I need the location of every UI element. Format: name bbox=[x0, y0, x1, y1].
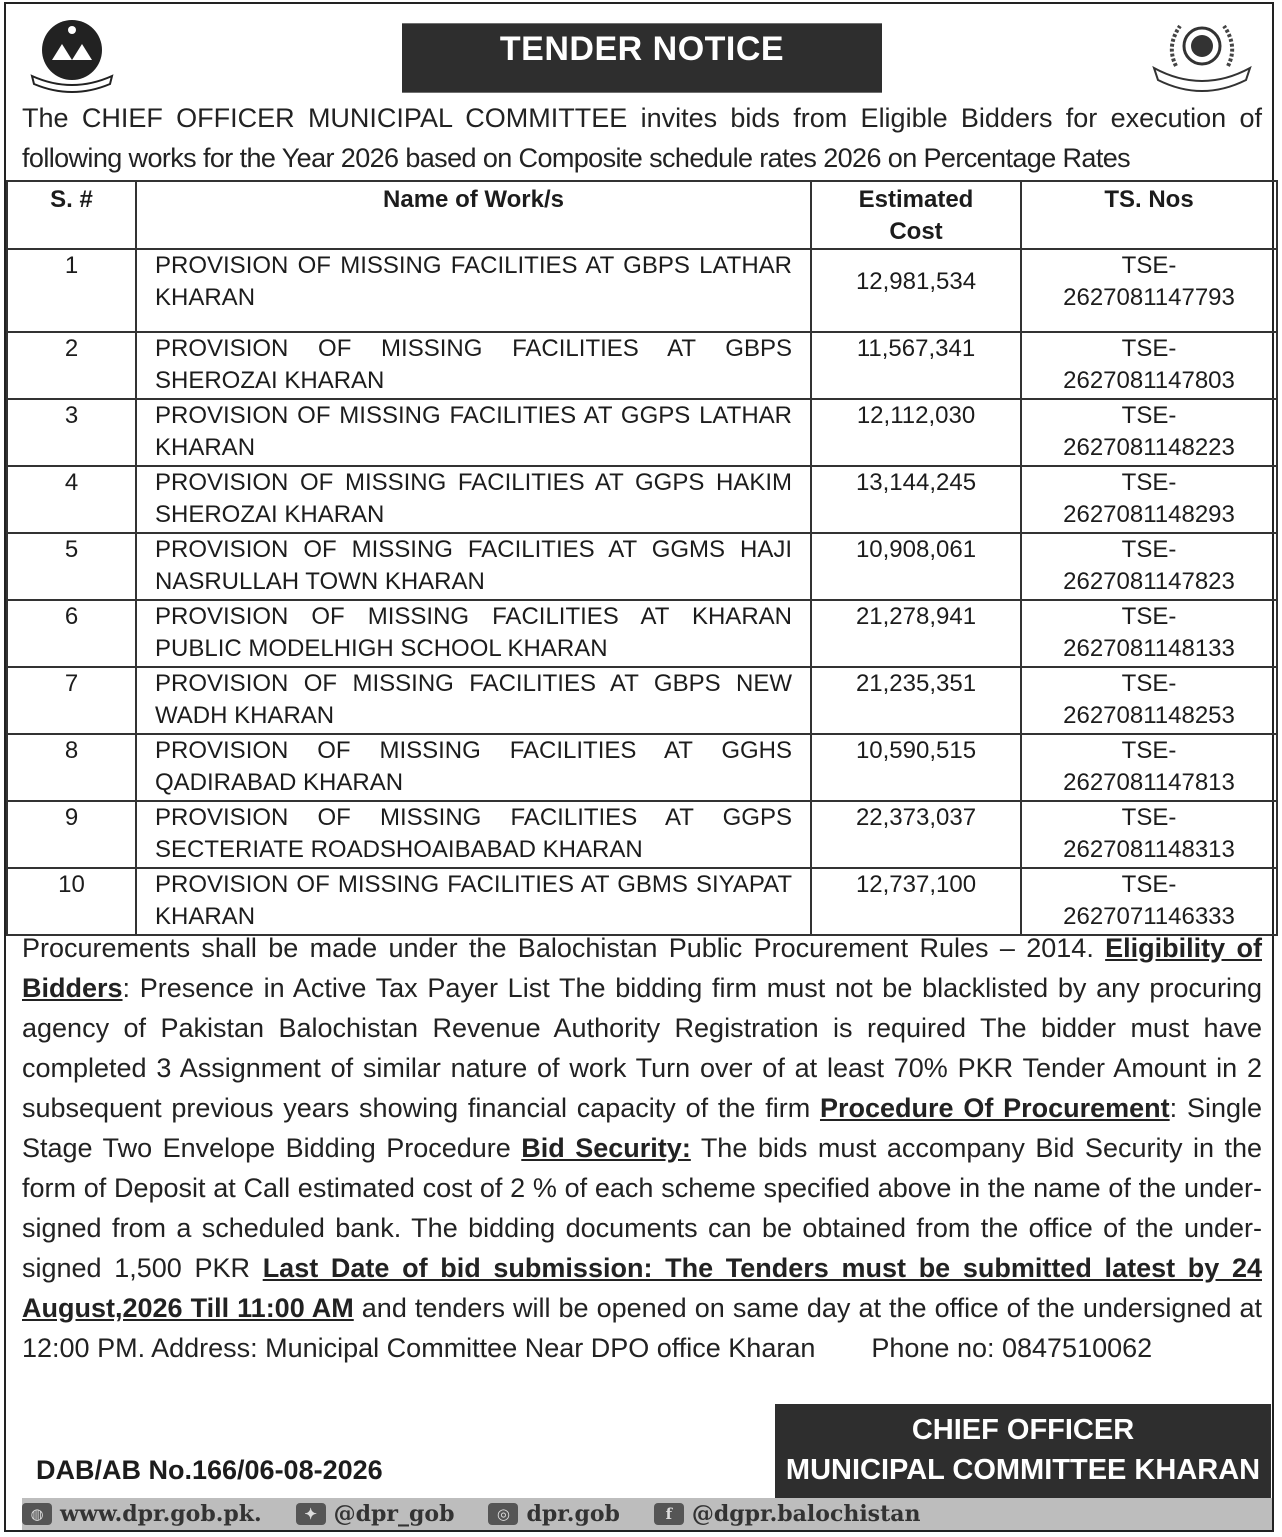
row-work-name: PROVISION OF MISSING FACILITIES AT GGPS HAKIM SHEROZAI KHARAN bbox=[136, 466, 811, 533]
twitter-icon: ✦ bbox=[296, 1503, 326, 1525]
ts-code: 2627081148133 bbox=[1063, 635, 1235, 662]
signature-block bbox=[775, 1404, 1271, 1498]
header-cost-line-1: Estimated bbox=[858, 186, 974, 213]
row-ts-number bbox=[1021, 399, 1277, 466]
table-row bbox=[7, 332, 1277, 399]
table-header-row bbox=[7, 181, 1277, 249]
bid-security-text: The bids must accompany Bid Security in the form of Deposit at Call estimated cost of 2 % of each scheme specified above in the name of the under-signed from a scheduled bank. The bidding documents can be obtained from the office of the under-signed 1,500 PKR bbox=[22, 1133, 1262, 1283]
header-estimated-cost bbox=[811, 181, 1021, 249]
row-ts-number bbox=[1021, 466, 1277, 533]
instagram-icon: ◎ bbox=[488, 1503, 518, 1525]
row-serial: 5 bbox=[7, 533, 136, 600]
ts-prefix: TSE- bbox=[1121, 252, 1177, 279]
ts-prefix: TSE- bbox=[1121, 603, 1177, 630]
dab-number: DAB/AB No.166/06-08-2026 bbox=[36, 1455, 383, 1485]
row-work-name: PROVISION OF MISSING FACILITIES AT GGHS QADIRABAD KHARAN bbox=[136, 734, 811, 801]
tender-notice-title bbox=[402, 23, 882, 92]
intro-paragraph bbox=[22, 98, 1262, 178]
row-estimated-cost: 10,908,061 bbox=[811, 533, 1021, 600]
ts-prefix: TSE- bbox=[1121, 469, 1177, 496]
last-date-label: Last Date of bid submission: The Tenders must be submitted latest by 24 August,2026 Till 11:00 AM bbox=[22, 1253, 1262, 1323]
ts-code: 2627081148293 bbox=[1063, 501, 1235, 528]
header-work-name: Name of Work/s bbox=[136, 181, 811, 249]
row-estimated-cost: 22,373,037 bbox=[811, 801, 1021, 868]
ts-prefix: TSE- bbox=[1121, 804, 1177, 831]
eligibility-label: Eligibility of Bidders bbox=[22, 933, 1262, 1003]
footer-instagram[interactable] bbox=[488, 1501, 619, 1527]
row-work-name: PROVISION OF MISSING FACILITIES AT GBPS LATHAR KHARAN bbox=[136, 249, 811, 332]
row-ts-number bbox=[1021, 734, 1277, 801]
ts-prefix: TSE- bbox=[1121, 871, 1177, 898]
title-text: TENDER NOTICE bbox=[499, 29, 785, 69]
header-cost-line-2: Cost bbox=[889, 218, 943, 245]
ts-code: 2627071146333 bbox=[1063, 903, 1235, 930]
footer-twitter[interactable] bbox=[296, 1501, 455, 1527]
table-row bbox=[7, 466, 1277, 533]
procedure-label: Procedure Of Procurement bbox=[819, 1093, 1170, 1123]
signature-title: CHIEF OFFICER bbox=[911, 1414, 1135, 1446]
row-ts-number bbox=[1021, 868, 1277, 935]
table-row bbox=[7, 801, 1277, 868]
row-serial: 8 bbox=[7, 734, 136, 801]
website-text: www.dpr.gob.pk. bbox=[60, 1501, 262, 1527]
row-work-name: PROVISION OF MISSING FACILITIES AT GGMS HAJI NASRULLAH TOWN KHARAN bbox=[136, 533, 811, 600]
twitter-handle: @dpr_gob bbox=[333, 1501, 455, 1527]
intro-line-1: The CHIEF OFFICER MUNICIPAL COMMITTEE invites bids from Eligible Bidders for execution of bbox=[22, 103, 1262, 133]
table-row bbox=[7, 868, 1277, 935]
row-ts-number bbox=[1021, 600, 1277, 667]
row-work-name: PROVISION OF MISSING FACILITIES AT GGPS SECTERIATE ROADSHOAIBABAD KHARAN bbox=[136, 801, 811, 868]
header-ts-numbers: TS. Nos bbox=[1021, 181, 1277, 249]
row-serial: 1 bbox=[7, 249, 136, 332]
facebook-icon: f bbox=[654, 1503, 684, 1525]
row-estimated-cost: 13,144,245 bbox=[811, 466, 1021, 533]
ts-code: 2627081147793 bbox=[1063, 284, 1235, 311]
row-serial: 6 bbox=[7, 600, 136, 667]
ts-prefix: TSE- bbox=[1121, 335, 1177, 362]
table-row bbox=[7, 734, 1277, 801]
facebook-handle: @dgpr.balochistan bbox=[691, 1501, 921, 1527]
ts-code: 2627081147803 bbox=[1063, 367, 1235, 394]
ts-prefix: TSE- bbox=[1121, 402, 1177, 429]
row-serial: 9 bbox=[7, 801, 136, 868]
header-serial: S. # bbox=[7, 181, 136, 249]
government-seal-icon bbox=[1146, 16, 1258, 96]
table-row bbox=[7, 399, 1277, 466]
works-table bbox=[6, 180, 1278, 936]
globe-icon: ◍ bbox=[22, 1503, 52, 1525]
row-estimated-cost: 21,278,941 bbox=[811, 600, 1021, 667]
opening-address-text: and tenders will be opened on same day at the office of the undersigned at 12:00 PM. Address: Municipal Committee Near DPO office Kharan bbox=[22, 1293, 1262, 1363]
instagram-handle: dpr.gob bbox=[526, 1501, 620, 1527]
ts-code: 2627081148253 bbox=[1063, 702, 1235, 729]
footer-facebook[interactable] bbox=[654, 1501, 921, 1527]
ts-code: 2627081147823 bbox=[1063, 568, 1235, 595]
row-estimated-cost: 12,737,100 bbox=[811, 868, 1021, 935]
row-work-name: PROVISION OF MISSING FACILITIES AT GBPS SHEROZAI KHARAN bbox=[136, 332, 811, 399]
balochistan-emblem-icon bbox=[24, 14, 120, 94]
table-row bbox=[7, 533, 1277, 600]
bid-security-label: Bid Security: bbox=[521, 1133, 691, 1163]
row-ts-number bbox=[1021, 249, 1277, 332]
eligibility-text: : Presence in Active Tax Payer List The bidding firm must not be blacklisted by any procuring agency of Pakistan Balochistan Revenue Authority Registration is required The bidder must have completed 3 Assignment of similar nature of work Turn over of at least 70% PKR Tender Amount in 2 subsequent previous years showing financial capacity of the firm bbox=[22, 973, 1262, 1123]
row-work-name: PROVISION OF MISSING FACILITIES AT GGPS LATHAR KHARAN bbox=[136, 399, 811, 466]
row-ts-number bbox=[1021, 533, 1277, 600]
phone-number: Phone no: 0847510062 bbox=[871, 1333, 1153, 1363]
row-work-name: PROVISION OF MISSING FACILITIES AT GBMS SIYAPAT KHARAN bbox=[136, 868, 811, 935]
ts-code: 2627081148313 bbox=[1063, 836, 1235, 863]
row-ts-number bbox=[1021, 801, 1277, 868]
table-row bbox=[7, 249, 1277, 332]
row-estimated-cost: 12,112,030 bbox=[811, 399, 1021, 466]
intro-line-2: following works for the Year 2026 based on Composite schedule rates 2026 on Percentage Rates bbox=[22, 143, 1131, 173]
row-estimated-cost: 11,567,341 bbox=[811, 332, 1021, 399]
row-serial: 4 bbox=[7, 466, 136, 533]
row-estimated-cost: 21,235,351 bbox=[811, 667, 1021, 734]
row-serial: 10 bbox=[7, 868, 136, 935]
table-row bbox=[7, 667, 1277, 734]
row-work-name: PROVISION OF MISSING FACILITIES AT KHARAN PUBLIC MODELHIGH SCHOOL KHARAN bbox=[136, 600, 811, 667]
ts-prefix: TSE- bbox=[1121, 670, 1177, 697]
row-ts-number bbox=[1021, 667, 1277, 734]
row-serial: 7 bbox=[7, 667, 136, 734]
table-row bbox=[7, 600, 1277, 667]
ts-prefix: TSE- bbox=[1121, 536, 1177, 563]
terms-paragraph bbox=[22, 928, 1262, 1368]
ts-prefix: TSE- bbox=[1121, 737, 1177, 764]
row-ts-number bbox=[1021, 332, 1277, 399]
footer-bar bbox=[22, 1498, 1272, 1530]
row-estimated-cost: 10,590,515 bbox=[811, 734, 1021, 801]
row-serial: 3 bbox=[7, 399, 136, 466]
footer-website[interactable] bbox=[22, 1501, 262, 1527]
procedure-text: : Single Stage Two Envelope Bidding Procedure bbox=[22, 1093, 1262, 1163]
ts-code: 2627081148223 bbox=[1063, 434, 1235, 461]
row-work-name: PROVISION OF MISSING FACILITIES AT GBPS NEW WADH KHARAN bbox=[136, 667, 811, 734]
row-serial: 2 bbox=[7, 332, 136, 399]
procurement-rules-text: Procurements shall be made under the Balochistan Public Procurement Rules – 2014. bbox=[22, 933, 1106, 963]
row-estimated-cost: 12,981,534 bbox=[811, 249, 1021, 332]
signature-office: MUNICIPAL COMMITTEE KHARAN bbox=[785, 1454, 1261, 1486]
ts-code: 2627081147813 bbox=[1063, 769, 1235, 796]
